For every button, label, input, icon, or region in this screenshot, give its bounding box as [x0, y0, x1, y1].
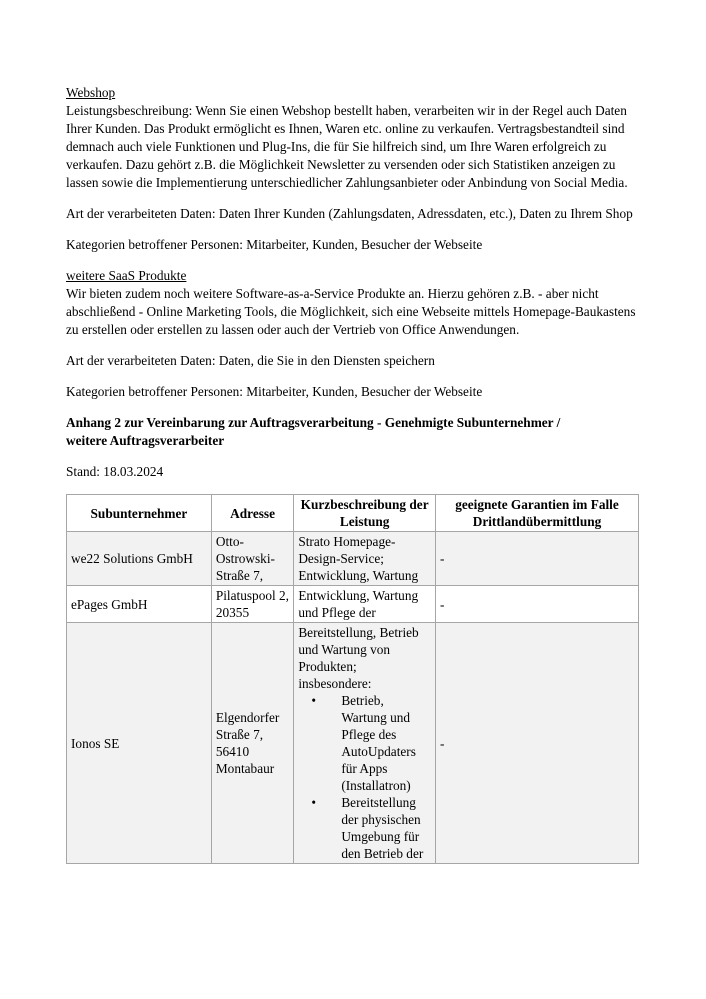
table-row-epages — [67, 586, 639, 623]
webshop-heading: Webshop — [66, 85, 116, 100]
cell-adresse: Otto-Ostrowski-Straße 7, — [211, 532, 293, 586]
cell-garantien: - — [435, 623, 638, 864]
bullet-text: Bereitstellung der physischen Umgebung für den Betrieb der — [341, 795, 424, 861]
subprocessor-table — [66, 494, 639, 864]
cell-adresse: Pilatuspool 2, 20355 — [211, 586, 293, 623]
header-leistung: Kurzbeschreibung der Leistung — [294, 495, 436, 532]
webshop-kategorien: Kategorien betroffener Personen: Mitarbeiter, Kunden, Besucher der Webseite — [66, 237, 483, 252]
anhang-title-line2: weitere Auftragsverarbeiter — [66, 433, 225, 448]
leistung-bullet-item — [298, 692, 431, 794]
cell-garantien: - — [435, 586, 638, 623]
header-subunternehmer: Subunternehmer — [67, 495, 212, 532]
cell-leistung — [294, 623, 436, 864]
table-row-ionos — [67, 623, 639, 864]
anhang-title — [66, 414, 646, 450]
table-header-row — [67, 495, 639, 532]
webshop-section — [66, 84, 646, 192]
cell-adresse: Elgendorfer Straße 7, 56410 Montabaur — [211, 623, 293, 864]
bullet-text: Betrieb, Wartung und Pflege des AutoUpdaters für Apps (Installatron) — [341, 693, 416, 793]
saas-kategorien: Kategorien betroffener Personen: Mitarbeiter, Kunden, Besucher der Webseite — [66, 384, 483, 399]
header-garantien: geeignete Garantien im Falle Drittlandübermittlung — [435, 495, 638, 532]
saas-art-der-daten: Art der verarbeiteten Daten: Daten, die Sie in den Diensten speichern — [66, 353, 435, 368]
leistung-intro: Bereitstellung, Betrieb und Wartung von Produkten; insbesondere: — [298, 625, 419, 691]
webshop-paragraph: Leistungsbeschreibung: Wenn Sie einen Webshop bestellt haben, verarbeiten wir in der Regel auch Daten Ihrer Kunden. Das Produkt ermöglicht es Ihnen, Waren etc. online zu verkaufen. Vertragsbestandteil sind demnach auch viele Funktionen und Plug-Ins, die für Sie hilfreich sind, um Ihre Waren erfolgreich zu verkaufen. Dazu gehört z.B. die Möglichkeit Newsletter zu versenden oder sich Statistiken anzeigen zu lassen sowie die Implementierung unterschiedlicher Zahlungsanbieter oder Anbindung von Social Media. — [66, 103, 628, 190]
header-adresse: Adresse — [211, 495, 293, 532]
saas-heading: weitere SaaS Produkte — [66, 268, 187, 283]
saas-paragraph: Wir bieten zudem noch weitere Software-as-a-Service Produkte an. Hierzu gehören z.B. - aber nicht abschließend - Online Marketing Tools, die Möglichkeit, sich eine Webseite mittels Homepage-Baukastens zu erstellen oder erstellen zu lassen oder auch der Vertrieb von Office Anwendungen. — [66, 286, 636, 337]
cell-subunternehmer: we22 Solutions GmbH — [67, 532, 212, 586]
cell-subunternehmer: ePages GmbH — [67, 586, 212, 623]
anhang-title-line1: Anhang 2 zur Vereinbarung zur Auftragsverarbeitung - Genehmigte Subunternehmer / — [66, 415, 561, 430]
bullet-icon: • — [311, 693, 316, 708]
stand-date: Stand: 18.03.2024 — [66, 464, 164, 479]
leistung-bullet-item — [298, 794, 431, 862]
cell-subunternehmer: Ionos SE — [67, 623, 212, 864]
cell-garantien: - — [435, 532, 638, 586]
cell-leistung: Entwicklung, Wartung und Pflege der — [294, 586, 436, 623]
webshop-art-der-daten: Art der verarbeiteten Daten: Daten Ihrer Kunden (Zahlungsdaten, Adressdaten, etc.), Daten zu Ihrem Shop — [66, 206, 633, 221]
saas-section — [66, 267, 646, 339]
table-row-we22 — [67, 532, 639, 586]
cell-leistung: Strato Homepage-Design-Service; Entwicklung, Wartung — [294, 532, 436, 586]
bullet-icon: • — [311, 795, 316, 810]
